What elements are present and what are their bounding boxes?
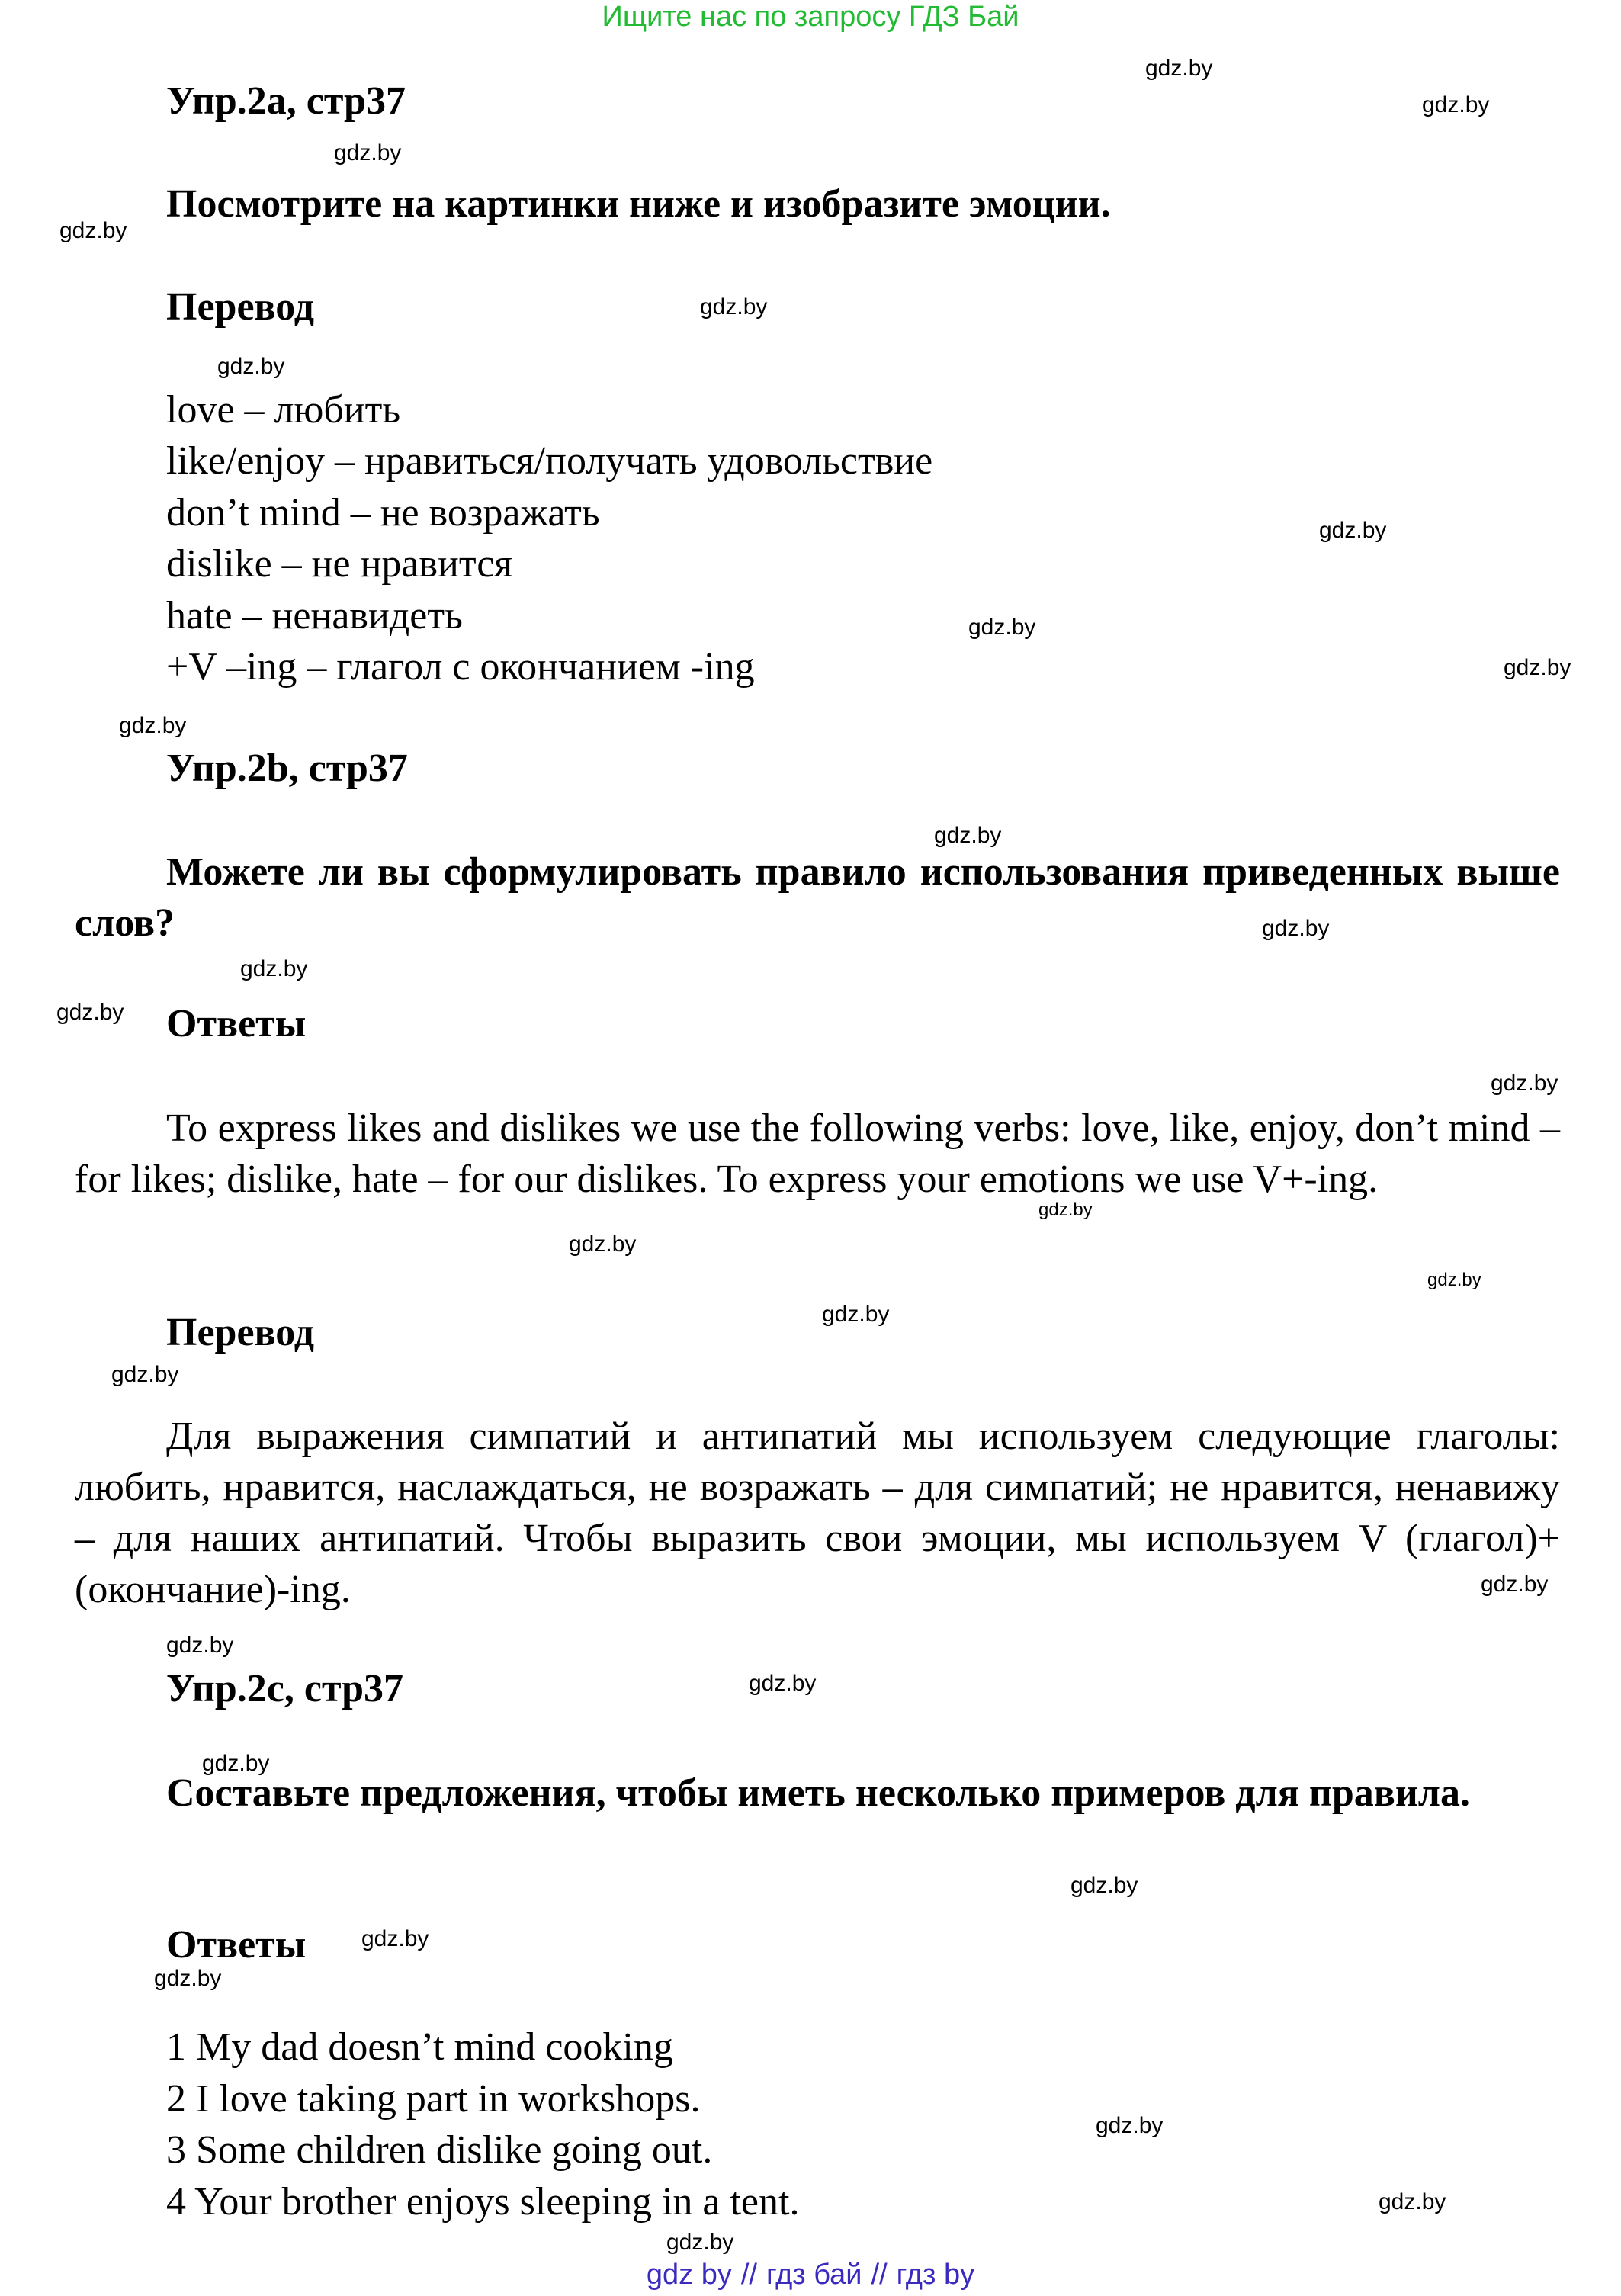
watermark: gdz.by	[1379, 2189, 1446, 2214]
watermark: gdz.by	[56, 1000, 124, 1025]
watermark: gdz.by	[1096, 2113, 1164, 2138]
footer-separator: //	[871, 2259, 888, 2291]
footer-link[interactable]: gdz by	[646, 2259, 732, 2291]
watermark: gdz.by	[111, 1362, 179, 1387]
watermark: gdz.by	[217, 354, 285, 379]
watermark: gdz.by	[361, 1926, 429, 1951]
watermark: gdz.by	[240, 956, 308, 981]
vocab-item: like/enjoy – нравиться/получать удовольствие	[166, 439, 933, 483]
exercise-2b-title: Упр.2b, стр37	[166, 747, 408, 790]
watermark: gdz.by	[666, 2230, 734, 2255]
watermark: gdz.by	[1145, 56, 1213, 81]
watermark: gdz.by	[1491, 1071, 1558, 1096]
exercise-2c-instruction: Составьте предложения, чтобы иметь несколько примеров для правила.	[166, 1771, 1470, 1815]
watermark: gdz.by	[569, 1231, 637, 1257]
footer-separator: //	[740, 2259, 757, 2291]
exercise-2b-answer: To express likes and dislikes we use the following verbs: love, like, enjoy, don’t mind – for likes; dislike, hate – for our dislikes. To express your emotions we use V+-ing.	[75, 1106, 1560, 1201]
vocab-item: don’t mind – не возражать	[166, 491, 600, 535]
watermark: gdz.by	[1038, 1199, 1093, 1220]
watermark: gdz.by	[934, 823, 1002, 848]
watermark: gdz.by	[59, 218, 127, 243]
exercise-2b-answers-heading: Ответы	[166, 1002, 307, 1045]
exercise-2a-title: Упр.2а, стр37	[166, 79, 406, 123]
watermark: gdz.by	[968, 615, 1036, 640]
answer-sentence: 2 I love taking part in workshops.	[166, 2077, 701, 2121]
watermark: gdz.by	[700, 294, 768, 320]
footer-links	[0, 2256, 1621, 2294]
footer-link[interactable]: гдз бай	[766, 2259, 862, 2291]
exercise-2b-translation: Для выражения симпатий и антипатий мы используем следующие глаголы: любить, нравится, наслаждаться, не возражать – для симпатий; не нравится, ненавижу – для наших антипатий. Чтобы выразить свои эмоции, мы используем V (глагол)+(окончание)-ing.	[75, 1415, 1560, 1611]
watermark: gdz.by	[154, 1966, 222, 1991]
watermark: gdz.by	[749, 1671, 817, 1696]
watermark: gdz.by	[1262, 916, 1330, 941]
top-banner[interactable]: Ищите нас по запросу ГДЗ Бай	[602, 1, 1019, 33]
exercise-2c-title: Упр.2с, стр37	[166, 1667, 404, 1710]
exercise-2a-instruction: Посмотрите на картинки ниже и изобразите эмоции.	[166, 182, 1111, 226]
watermark: gdz.by	[1071, 1873, 1138, 1898]
exercise-2b-translation-heading: Перевод	[166, 1311, 315, 1354]
exercise-2a-translation-heading: Перевод	[166, 285, 315, 329]
watermark: gdz.by	[1504, 655, 1571, 680]
watermark: gdz.by	[822, 1302, 890, 1327]
vocab-item: +V –ing – глагол с окончанием -ing	[166, 645, 755, 689]
watermark: gdz.by	[1319, 518, 1387, 543]
watermark: gdz.by	[166, 1633, 234, 1658]
footer-link[interactable]: гдз by	[896, 2259, 975, 2291]
watermark: gdz.by	[334, 140, 402, 165]
watermark: gdz.by	[119, 713, 187, 738]
exercise-2c-answers-heading: Ответы	[166, 1923, 307, 1967]
vocab-item: hate – ненавидеть	[166, 594, 463, 637]
exercise-2b-instruction: Можете ли вы сформулировать правило использования приведенных выше слов?	[75, 850, 1560, 945]
watermark: gdz.by	[1422, 92, 1490, 117]
vocab-item: love – любить	[166, 388, 401, 432]
vocab-item: dislike – не нравится	[166, 542, 513, 586]
watermark: gdz.by	[1481, 1572, 1549, 1597]
watermark: gdz.by	[1427, 1270, 1481, 1290]
answer-sentence: 3 Some children dislike going out.	[166, 2128, 713, 2172]
answer-sentence: 4 Your brother enjoys sleeping in a tent.	[166, 2180, 800, 2224]
answer-sentence: 1 My dad doesn’t mind cooking	[166, 2025, 673, 2069]
watermark: gdz.by	[202, 1751, 270, 1776]
